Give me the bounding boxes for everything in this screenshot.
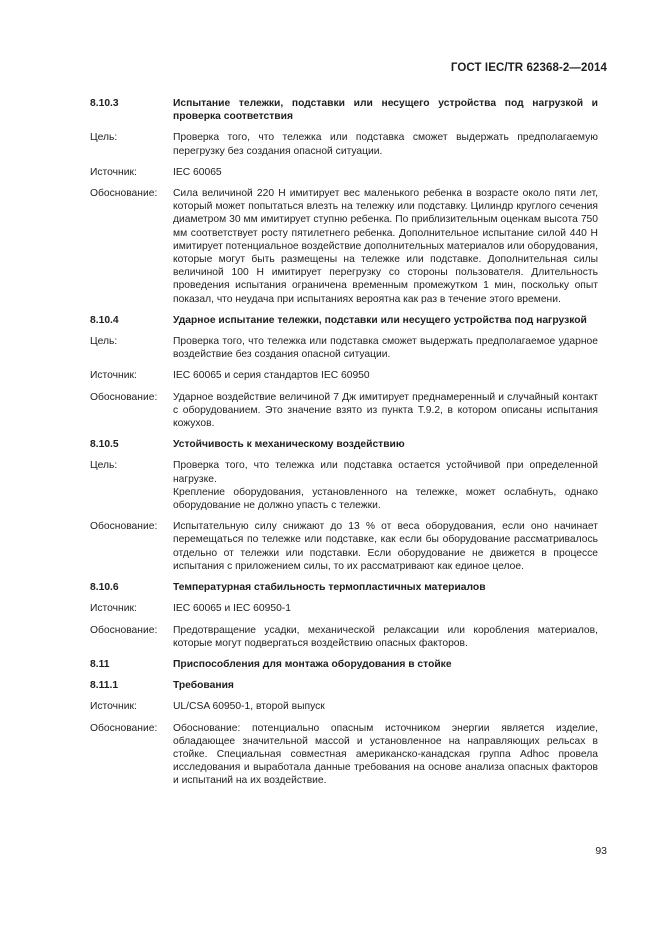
field-text bbox=[173, 624, 598, 650]
field-text bbox=[173, 335, 598, 361]
field-label: Обоснование: bbox=[90, 624, 158, 636]
section-field bbox=[90, 459, 598, 512]
field-text bbox=[173, 722, 598, 788]
section-title bbox=[173, 581, 598, 594]
field-text bbox=[173, 391, 598, 431]
section-field bbox=[90, 624, 598, 650]
paragraph: UL/CSA 60950-1, второй выпуск bbox=[173, 701, 325, 713]
section-field bbox=[90, 722, 598, 788]
field-text bbox=[173, 520, 598, 573]
section-heading bbox=[90, 658, 598, 671]
section-title bbox=[173, 97, 598, 123]
field-label: Источник: bbox=[90, 701, 137, 713]
paragraph: Требования bbox=[173, 680, 234, 692]
section-field bbox=[90, 131, 598, 157]
section-heading bbox=[90, 97, 598, 123]
paragraph: Предотвращение усадки, механической релаксации или коробления материалов, которые могут подвергаться воздействию опасных факторов. bbox=[173, 624, 598, 649]
paragraph: Приспособления для монтажа оборудования в стойке bbox=[173, 658, 452, 670]
section-field bbox=[90, 700, 598, 713]
field-text bbox=[173, 459, 598, 512]
paragraph: Ударное воздействие величиной 7 Дж имитирует преднамеренный и случайный контакт с оборудованием. Это значение взято из пункта Т.9.2, в котором описаны испытания кожухов. bbox=[173, 391, 598, 430]
paragraph: IEC 60065 bbox=[173, 166, 222, 178]
section-number: 8.10.3 bbox=[90, 98, 119, 109]
section-field bbox=[90, 520, 598, 573]
section-number: 8.10.6 bbox=[90, 582, 119, 594]
field-label: Обоснование: bbox=[90, 722, 158, 734]
page-number: 93 bbox=[595, 845, 607, 857]
field-label: Источник: bbox=[90, 603, 137, 615]
field-text bbox=[173, 369, 598, 382]
section-title bbox=[173, 314, 598, 327]
section-field bbox=[90, 166, 598, 179]
section-heading bbox=[90, 314, 598, 327]
section-field bbox=[90, 602, 598, 615]
document-header: ГОСТ IEC/TR 62368-2—2014 bbox=[450, 62, 607, 74]
section-field bbox=[90, 369, 598, 382]
section-heading bbox=[90, 438, 598, 451]
section-number: 8.11.1 bbox=[90, 680, 119, 692]
paragraph: Испытательную силу снижают до 13 % от веса оборудования, если оно начинает перемещаться по тележке или подставке, как если бы оборудование рассматривалось отдельно от тележки или подставки. Если оборудование не движется в процессе испытания с приложением силы, то их рассматривают как единое целое. bbox=[173, 521, 598, 572]
field-label: Обоснование: bbox=[90, 188, 158, 200]
section-number: 8.10.5 bbox=[90, 439, 119, 451]
paragraph: IEC 60065 и IEC 60950-1 bbox=[173, 603, 291, 615]
section-title bbox=[173, 679, 598, 692]
paragraph: Устойчивость к механическому воздействию bbox=[173, 439, 405, 451]
section-field bbox=[90, 187, 598, 306]
field-label: Цель: bbox=[90, 132, 118, 144]
section-number: 8.11 bbox=[90, 658, 110, 670]
paragraph: Крепление оборудования, установленного на тележке, может ослабнуть, однако оборудование не должно упасть с тележки. bbox=[173, 486, 598, 512]
paragraph: IEC 60065 и серия стандартов IEC 60950 bbox=[173, 370, 370, 382]
paragraph: Температурная стабильность термопластичных материалов bbox=[173, 582, 486, 594]
field-label: Цель: bbox=[90, 460, 118, 472]
section-title bbox=[173, 658, 598, 671]
field-text bbox=[173, 131, 598, 157]
field-text bbox=[173, 166, 598, 179]
field-text bbox=[173, 602, 598, 615]
section-heading bbox=[90, 679, 598, 692]
field-label: Источник: bbox=[90, 370, 137, 382]
field-text bbox=[173, 700, 598, 713]
field-text bbox=[173, 187, 598, 306]
field-label: Обоснование: bbox=[90, 391, 158, 403]
paragraph: Ударное испытание тележки, подставки или несущего устройства под нагрузкой bbox=[173, 314, 587, 326]
paragraph: Проверка того, что тележка или подставка остается устойчивой при определенной нагрузке. bbox=[173, 460, 598, 485]
field-label: Источник: bbox=[90, 166, 137, 178]
section-number: 8.10.4 bbox=[90, 314, 119, 326]
field-label: Цель: bbox=[90, 336, 118, 348]
paragraph: Обоснование: потенциально опасным источником энергии является изделие, обладающее значительной массой и установленное на направляющих рельсах в стойке. Специальная совместная американско-канадская группа Adhoc провела исследования и выработала данные требования на основе анализа опасных факторов и испытаний на их воздействие. bbox=[173, 722, 598, 787]
document-body bbox=[90, 97, 598, 796]
section-field bbox=[90, 335, 598, 361]
section-title bbox=[173, 438, 598, 451]
paragraph: Проверка того, что тележка или подставка сможет выдержать предполагаемое ударное воздействие без создания опасной ситуации. bbox=[173, 336, 598, 361]
paragraph: Испытание тележки, подставки или несущего устройства под нагрузкой и проверка соответствия bbox=[173, 98, 598, 123]
section-heading bbox=[90, 581, 598, 594]
section-field bbox=[90, 391, 598, 431]
paragraph: Сила величиной 220 Н имитирует вес маленького ребенка в возрасте около пяти лет, который может попытаться влезть на тележку или подставку. Цилиндр круглого сечения диаметром 30 мм имитирует ступню ребенка. По приблизительным оценкам высота 750 мм соответствует росту пятилетнего ребенка. Дополнительное испытание силой 440 Н имитирует потенциальное воздействие дополнительных материалов или оборудования, которые могут быть размещены на тележке или подставке. Дополнительная силы величиной 100 Н имитирует перегрузку со стороны пользователя. Длительность проведения испытания ограничена временным промежутком 1 мин, поскольку опыт показал, что неудача при испытаниях вероятна как раз в течение этого времени. bbox=[173, 188, 598, 305]
paragraph: Проверка того, что тележка или подставка сможет выдержать предполагаемую перегрузку без создания опасной ситуации. bbox=[173, 132, 598, 157]
field-label: Обоснование: bbox=[90, 521, 158, 533]
